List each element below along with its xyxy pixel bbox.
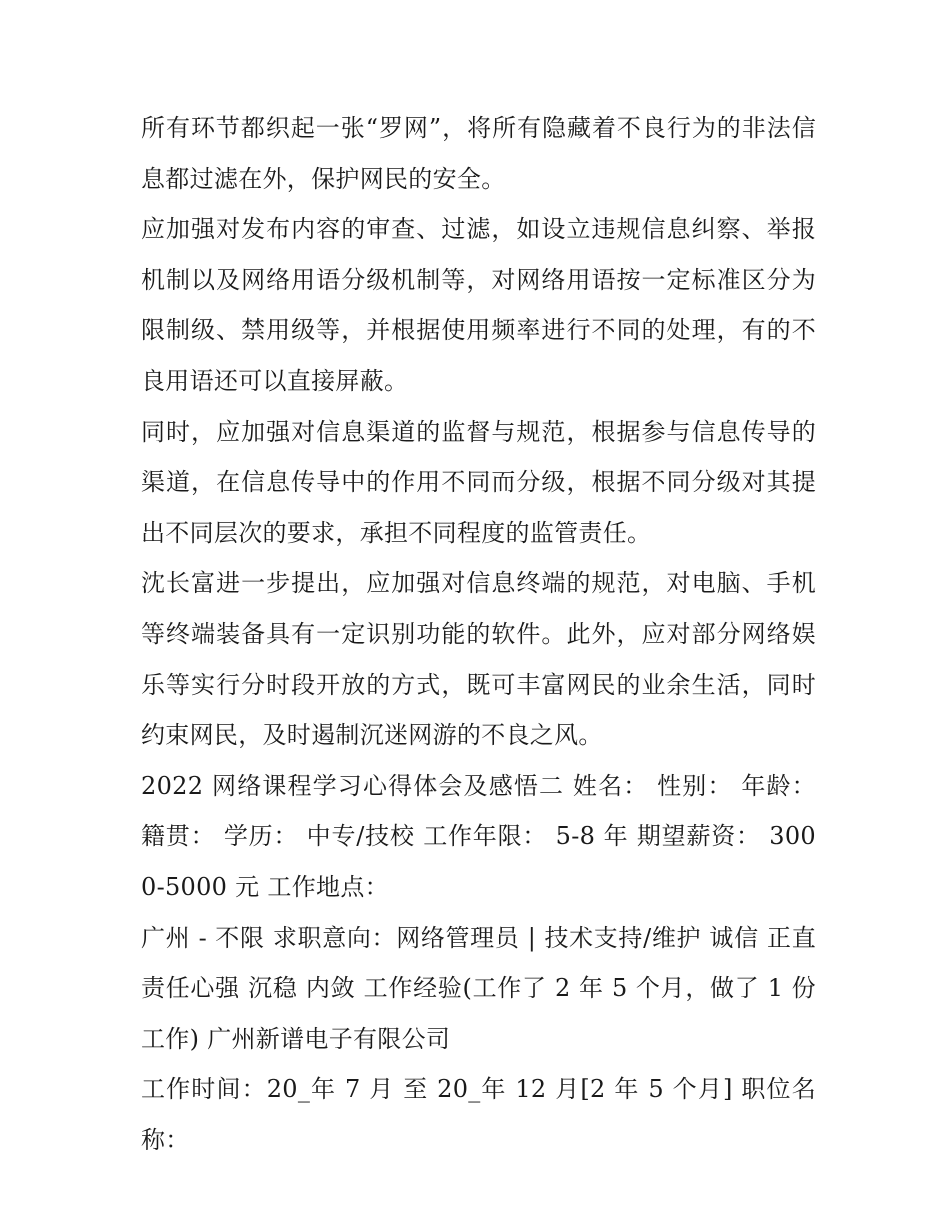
paragraph-2: 应加强对发布内容的审查、过滤，如设立违规信息纠察、举报机制以及网络用语分级机制等，对网络用语按一定标准区分为限制级、禁用级等，并根据使用频率进行不同的处理，有的不良用语还可以直接屏蔽。 — [141, 215, 816, 395]
paragraph-1: 所有环节都织起一张“罗网”，将所有隐藏着不良行为的非法信息都过滤在外，保护网民的安全。 — [141, 114, 816, 193]
document-body — [141, 103, 816, 1165]
paragraph-6: 广州 - 不限 求职意向：网络管理员 | 技术支持/维护 诚信 正直 责任心强 沉稳 内敛 工作经验(工作了 2 年 5 个月，做了 1 份工作) 广州新谱电子有限公司 — [141, 923, 816, 1053]
paragraph-7: 工作时间：20_年 7 月 至 20_年 12 月[2 年 5 个月] 职位名称： — [141, 1075, 816, 1154]
paragraph-3: 同时，应加强对信息渠道的监督与规范，根据参与信息传导的渠道，在信息传导中的作用不同而分级，根据不同分级对其提出不同层次的要求，承担不同程度的监管责任。 — [141, 417, 816, 547]
paragraph-4: 沈长富进一步提出，应加强对信息终端的规范，对电脑、手机等终端装备具有一定识别功能的软件。此外，应对部分网络娱乐等实行分时段开放的方式，既可丰富网民的业余生活，同时约束网民，及时遏制沉迷网游的不良之风。 — [141, 569, 816, 750]
paragraph-5: 2022 网络课程学习心得体会及感悟二 姓名： 性别： 年龄： 籍贯： 学历： 中专/技校 工作年限： 5-8 年 期望薪资： 3000-5000 元 工作地点： — [141, 771, 816, 901]
